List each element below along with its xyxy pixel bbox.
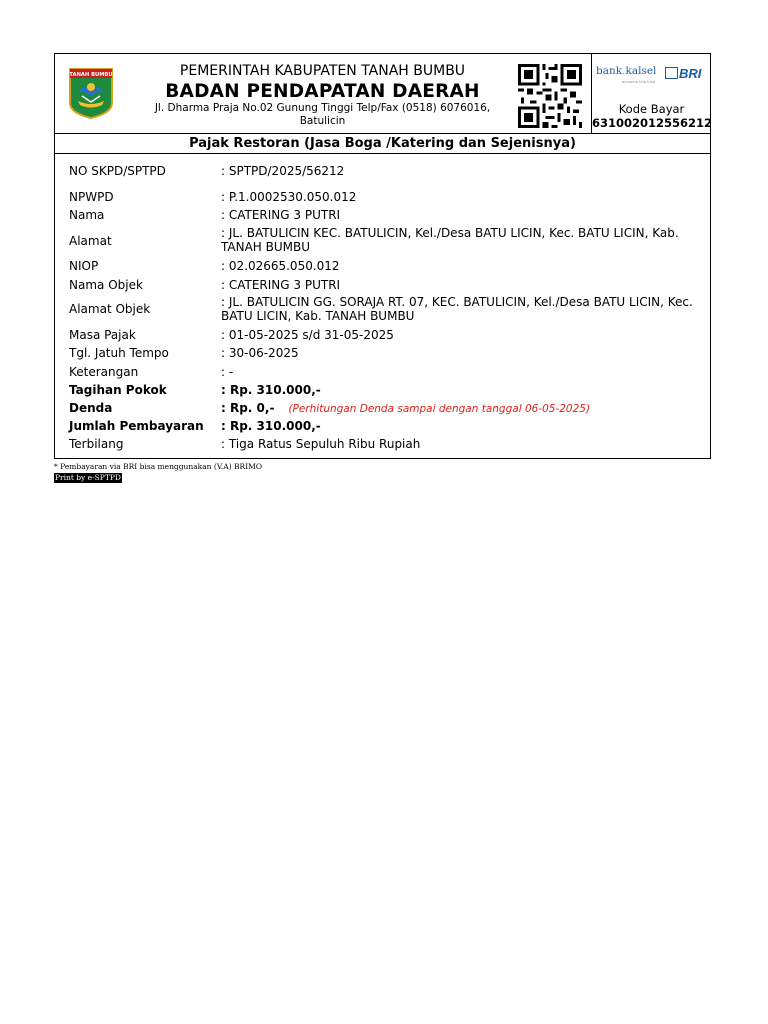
address-line-2: Batulicin (299, 115, 346, 127)
field-value (221, 401, 699, 416)
field-label: Tagihan Pokok (69, 383, 167, 397)
bank-kalsel-logo: bank.kalsel (596, 65, 657, 77)
tax-assessment-document (54, 53, 711, 459)
denda-note: (Perhitungan Denda sampai dengan tanggal 06-05-2025) (288, 403, 591, 415)
field-value: : - (221, 365, 234, 379)
field-label: Jumlah Pembayaran (69, 419, 204, 433)
emblem-text: TANAH BUMBU (69, 72, 113, 78)
field-label: Masa Pajak (69, 328, 136, 342)
field-value: : Rp. 310.000,- (221, 383, 321, 397)
field-value: : 02.02665.050.012 (221, 259, 340, 273)
print-by-label: Print by e-SPTPD (55, 473, 121, 482)
field-label: Alamat (69, 234, 112, 248)
field-value: : 01-05-2025 s/d 31-05-2025 (221, 328, 394, 342)
kode-bayar-label: Kode Bayar (618, 102, 685, 116)
denda-amount: : Rp. 0,- (221, 401, 275, 415)
field-label: Nama (69, 208, 105, 222)
government-name: PEMERINTAH KABUPATEN TANAH BUMBU (179, 63, 466, 79)
field-label: Alamat Objek (69, 302, 151, 316)
qr-code-icon (518, 64, 582, 128)
field-label: NO SKPD/SPTPD (69, 164, 166, 178)
bank-kalsel-tagline: bersama kita bisa (622, 80, 655, 84)
bank-cell (591, 54, 711, 133)
address-line-1: Jl. Dharma Praja No.02 Gunung Tinggi Telp/Fax (0518) 6076016, (154, 102, 491, 114)
field-label: Tgl. Jatuh Tempo (69, 346, 169, 360)
field-label: Terbilang (69, 437, 124, 451)
field-value: : Rp. 310.000,- (221, 419, 321, 433)
field-value: : JL. BATULICIN KEC. BATULICIN, Kel./Desa BATU LICIN, Kec. BATU LICIN, Kab. TANAH BUMBU (221, 226, 679, 254)
field-value: : CATERING 3 PUTRI (221, 278, 341, 292)
document-subtitle: Pajak Restoran (Jasa Boga /Katering dan Sejenisnya) (55, 133, 710, 154)
qr-cell (510, 54, 591, 133)
field-label: Denda (69, 401, 113, 415)
field-label: NIOP (69, 259, 99, 273)
field-value: : SPTPD/2025/56212 (221, 164, 345, 178)
logo-cell (55, 54, 135, 133)
field-value: : Tiga Ratus Sepuluh Ribu Rupiah (221, 437, 421, 451)
document-header (55, 54, 713, 133)
field-value: : CATERING 3 PUTRI (221, 208, 341, 222)
agency-name: BADAN PENDAPATAN DAERAH (165, 81, 480, 102)
bri-mark-icon (665, 67, 678, 79)
header-title-cell (135, 54, 510, 133)
regency-emblem-icon (68, 67, 114, 119)
payment-footnote: * Pembayaran via BRI bisa menggunakan (V.A) BRIMO (54, 462, 262, 471)
field-label: NPWPD (69, 190, 114, 204)
field-value: : 30-06-2025 (221, 346, 299, 360)
agency-address (135, 102, 510, 128)
field-label: Keterangan (69, 365, 139, 379)
field-label: Nama Objek (69, 278, 143, 292)
kode-bayar-value: 631002012556212 (592, 116, 713, 130)
field-value: : P.1.0002530.050.012 (221, 190, 357, 204)
bri-logo: BRI (665, 66, 701, 81)
field-value: : JL. BATULICIN GG. SORAJA RT. 07, KEC. BATULICIN, Kel./Desa BATU LICIN, Kec. BATU LICIN, Kab. TANAH BUMBU (221, 295, 693, 323)
